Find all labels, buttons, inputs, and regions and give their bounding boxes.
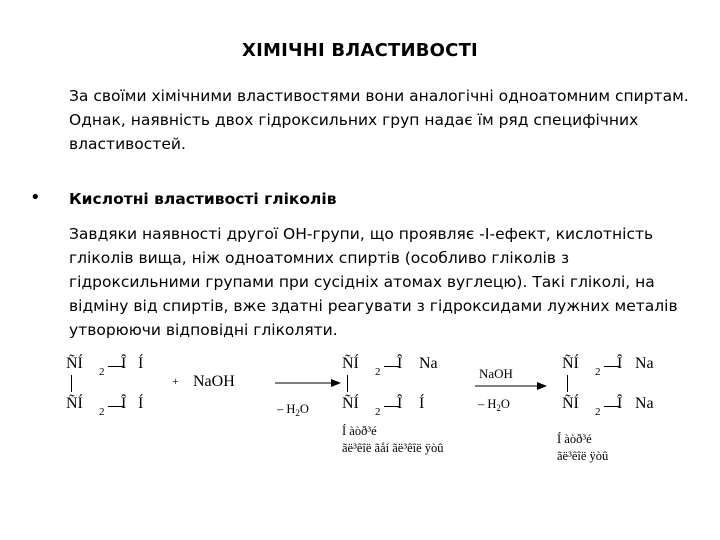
p1-top-sub: 2 [375,366,381,378]
p2-bot-ch: ÑÍ [562,395,579,412]
p2-bot-o: Î [617,395,623,412]
reactant-bot-h: Í [138,395,144,412]
p2-top-sub: 2 [595,366,601,378]
p2-top-o: Î [617,355,623,372]
reactant-bot-o: Î [121,395,127,412]
reaction-arrow-2 [475,381,547,391]
bond-line [71,375,72,392]
reactant-bot-sub: 2 [99,406,105,418]
p1-bot-h: Í [419,395,425,412]
reactant-top-h: Í [138,355,144,372]
minus-water-2: – H2O [478,397,510,413]
page-title: ХІМІЧНІ ВЛАСТИВОСТІ [242,40,478,61]
p1-name-line2: ãë³êîë ãåí ãë³êîë ÿòû [342,441,444,455]
p1-name-line1: Í àòð³é [342,424,377,438]
plus-sign: + [172,374,179,388]
intro-paragraph: За своїми хімічними властивостями вони аналогічні одноатомним спиртам. Однак, наявність двох гідроксильних груп надає їм ряд специфічних властивостей. [69,87,689,153]
arrow-2-reagent: NaOH [479,366,513,381]
bullet-marker: • [30,187,41,208]
reagent-naoh: NaOH [193,373,235,390]
p2-name-line1: Í àòð³é [557,432,592,446]
reactant-bot-ch: ÑÍ [66,395,83,412]
p2-bot-na: Na [635,395,654,412]
bond-line [567,375,568,392]
reactant-top-o: Î [121,355,127,372]
p2-name-line2: ãë³êîë ÿòû [557,449,609,463]
p2-bot-sub: 2 [595,406,601,418]
p2-top-na: Na [635,355,654,372]
p1-top-ch: ÑÍ [342,355,359,372]
p1-bot-ch: ÑÍ [342,395,359,412]
reactant-top-ch: ÑÍ [66,355,83,372]
p2-top-ch: ÑÍ [562,355,579,372]
bullet-heading: Кислотні властивості гліколів [69,190,337,208]
minus-water-1: – H2O [277,402,309,418]
p1-bot-o: Î [397,395,403,412]
reactant-top-sub: 2 [99,366,105,378]
bullet-paragraph: Завдяки наявності другої ОН-групи, що проявляє -І-ефект, кислотність гліколів вища, ніж одноатомних спиртів (особливо гліколів з гідроксильними групами при сусідніх атомах вуглецю). Такі гліколі, на відміну від спиртів, вже здатні реагувати з гідроксидами лужних металів утворюючи відповідні гліколяти. [69,225,678,339]
bond-line [347,375,348,392]
p1-top-o: Î [397,355,403,372]
p1-top-na: Na [419,355,438,372]
p1-bot-sub: 2 [375,406,381,418]
reaction-arrow-1 [275,378,341,388]
